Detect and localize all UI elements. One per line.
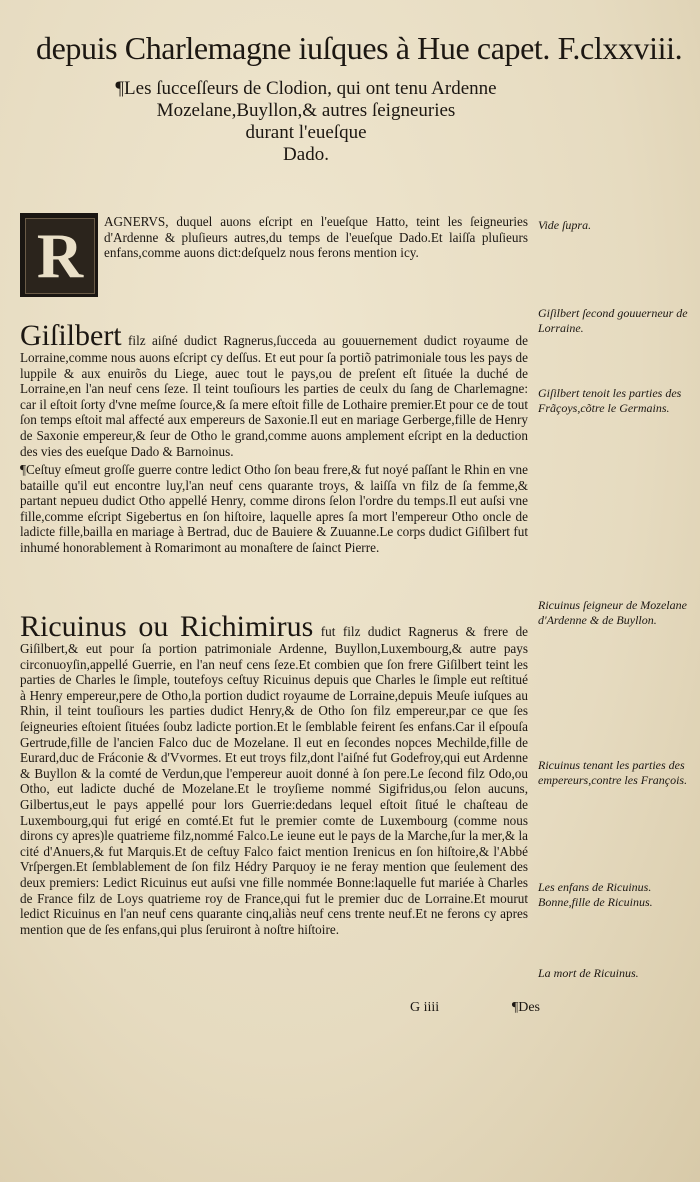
running-title: depuis Charlemagne iuſques à Hue capet. F.clxxviii. <box>36 30 683 66</box>
paragraph-gisilbert-war: ¶Ceſtuy eſmeut groſſe guerre contre ledict Otho ſon beau frere,& fut noyé paſſant le Rhin en vne bataille qu'il eut encontre luy,l'an neuf cens quarante troys, & laiſſa vn filz de ſa femme,& partant nepueu dudict Otho appellé Henry, comme dirons ſelon l'ordre du temps.Il eut auſsi vne fille,comme eſcript Sigebertus en ſon hiſtoire, laquelle apres ſa mort l'empereur Otho oncle de ladicte fille,bailla en mariage à Bertrad, duc de Bauiere & Zuuanne.Le corps dudict Giſilbert fut inhumé honorablement à Romarimont au monaſtere de ſainct Pierre. <box>20 462 528 555</box>
gisilbert-name: Giſilbert <box>20 319 122 352</box>
ricuinus-text: fut filz dudict Ragnerus & frere de Giſilbert,& eut pour ſa portion patrimoniale Ardenne, Buyllon,Luxembourg,& autre pays circonuoyſin,appellé Guerrie, en l'an neuf cens ſeze.Et combien que ſon frere Giſilbert teint les parties de Charles le ſimple, toutefoys ceſtuy Ricuinus depuis que Charles le ſimple eut reſtitué à Henry empereur,pere de Otho,la portion dudict royaume de Lorraine,depuis Meuſe iuſques au Rhin, il teint touſiours les parties dudict Henry,& de Otho ſon filz empereur,par ce que ſes ſeigneuries eſtoient ſituées ſoubz ladicte portion.Et le ſemblable feirent ſes enfans.Car il eſpouſa Gertrude,fille de l'ancien Falco duc de Mozelane. Il eut en ſecondes nopces Mechilde,fille de Eurard,duc de Fráconie & d'Vvormes. Et eut troys filz,dont l'aiſné fut Godefroy,qui eut Ardenne & Buyllon & la comté de Verdun,que l'empereur auoit donné à ſon pere.Le ſecond filz Odo,ou Otho, eut ladicte duché de Mozelane.Et le troyſieme nommé Sigifridus,ou ſelon aucuns, Gilbertus,eut le pays appellé pour lors Guerrie:dedans lequel eſtoit ſitué le chaſteau de Luxembourg,qui fut erigé en comté.Et fut le premier comte de Luxembourg (comme nous dirons cy apres)le quatrieme filz,nommé Falco.Le ieune eut le pays de la Marche,ſur la mer,& la cité d'Anuers,& fut Marquis.Et de ceſtuy Falco faict mention Irenicus en ſon hiſtoire,& l'Abbé Vrſpergen.Et ſemblablement de ſon filz Hédry Parquoy ie ne feray mention que ſeulement des deux premiers: Ledict Ricuinus eut auſsi vne fille nommée Bonne:laquelle fut mariée à Charles de France filz de Loys quatrieme roy de France,qui fut le premier duc de Lorraine.Et mourut ledict Ricuinus en l'an neuf cens quarante cinq,aliàs neuf cens trente neuf.Et ne ferons cy apres mention que de ſes enfans,qui plus ſeruiront à noſtre hiſtoire. <box>20 624 529 937</box>
sidenote-gisilbert-parties: Giſilbert tenoit les parties des Frãçoys,cõtre le Germains. <box>538 386 682 415</box>
catchword: ¶Des <box>511 1000 540 1015</box>
chapter-title-line-2: Mozelane,Buyllon,& autres ſeigneuries <box>156 100 456 121</box>
ricuinus-name: Ricuinus ou Richimirus <box>20 610 314 643</box>
drop-cap-letter: R <box>36 220 84 291</box>
paragraph-ragnerus: AGNERVS, duquel auons eſcript en l'eueſque Hatto, teint les ſeigneuries d'Ardenne & pluſieurs autres,du temps de l'eueſque Dado.Et laiſſa pluſieurs enfans,comme auons dict:deſquelz nous ferons mention icy. <box>104 214 528 261</box>
drop-cap-ornament <box>20 213 98 297</box>
page-footer <box>410 1000 540 1016</box>
gisilbert-text: filz aiſné dudict Ragnerus,ſucceda au gouuernement dudict royaume de Lorraine,comme nous auons eſcript cy deſſus. Et eut pour ſa portiõ patrimoniale tous les pays de luppile & aux enuirõs du Liege, auec tout le pays,ou de preſent eſt ſituée la duché de Lorraine,en l'an neuf cens ſeze. Il teint touſiours les parties de ceulx du ſang de Charlemagne: car il eſtoit ſorty d'vne meſme ſource,& ſa mere eſtoit fille de Lothaire premier.Et pour ce de tout ſon temps eſtoit mal affecté aux empereurs de Saxonie.Il eut en mariage Gerberge,fille de Henry de Saxonie empereur,& ſeur de Otho le grand,comme auons amplement eſcript en la deduction des vies des eueſque Dado & Barnoinus. <box>20 333 528 459</box>
sidenote-ricuinus-mort: La mort de Ricuinus. <box>538 966 639 980</box>
signature-mark: G iiii <box>410 1000 440 1015</box>
sidenote-ricuinus-tenant: Ricuinus tenant les parties des empereurs,contre les François. <box>538 758 688 787</box>
sidenote-gisilbert-second: Giſilbert ſecond gouuerneur de Lorraine. <box>538 306 688 335</box>
chapter-title-line-3: durant l'eueſque <box>245 122 367 143</box>
chapter-title <box>96 78 516 166</box>
sidenote-ricuinus-seigneur: Ricuinus ſeigneur de Mozelane d'Ardenne & de Buyllon. <box>538 598 687 627</box>
chapter-title-line-1: ¶Les ſucceſſeurs de Clodion, qui ont tenu Ardenne <box>115 78 497 99</box>
paragraph-ricuinus <box>20 610 529 937</box>
paragraph-gisilbert <box>20 319 528 459</box>
chapter-title-line-4: Dado. <box>283 144 329 165</box>
sidenote-vide-supra: Vide ſupra. <box>538 218 592 232</box>
sidenote-ricuinus-enfans: Les enfans de Ricuinus. Bonne,fille de Ricuinus. <box>538 880 653 909</box>
